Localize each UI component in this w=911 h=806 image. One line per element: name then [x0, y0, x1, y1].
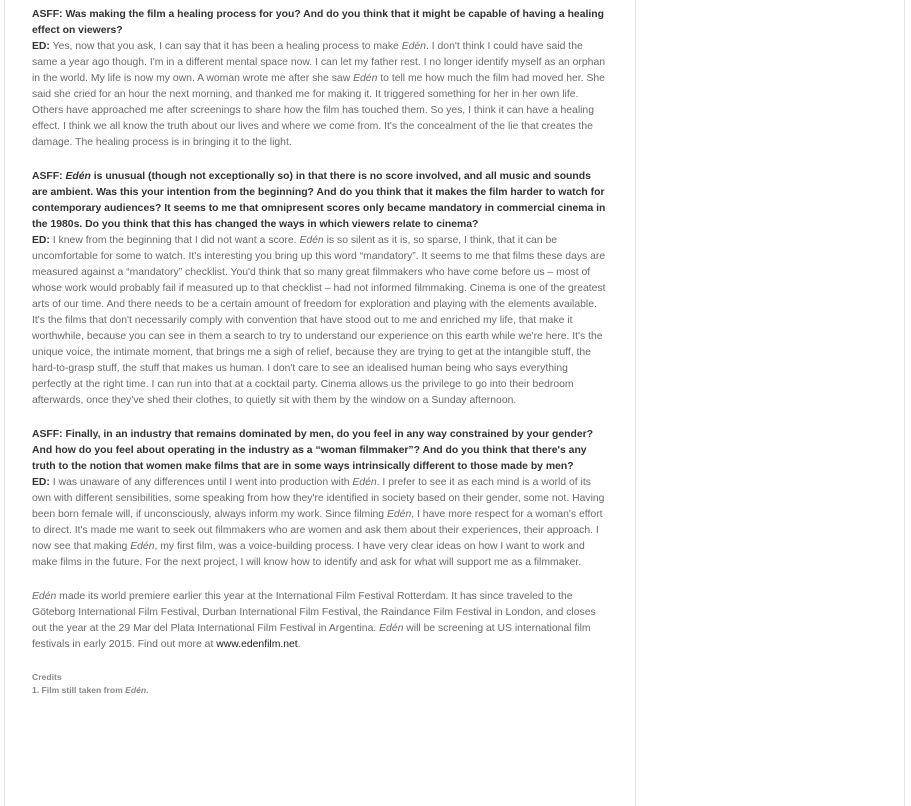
- qa-block-1: [32, 7, 607, 151]
- answer-3-speaker: ED:: [32, 477, 50, 488]
- article-body: [32, 7, 607, 696]
- question-3-speaker: ASFF:: [32, 429, 63, 440]
- answer-2: [32, 233, 607, 409]
- answer-1-film-title-b: Edén: [353, 73, 378, 84]
- festival-note-text: [32, 589, 607, 653]
- answer-2-film-title: Edén: [299, 235, 324, 246]
- answer-2-text-a: I knew from the beginning that I did not want a score.: [52, 235, 297, 246]
- festival-note-text-b: will be screening at US international film festivals in early 2015. Find out more at: [32, 623, 591, 650]
- question-2-speaker: ASFF:: [32, 171, 63, 182]
- answer-1-text-b: . I don't think I could have said the same a year ago though. I'm in a different mental space now. I can let my father rest. I no longer identify myself as an orphan in the world. My life is now my own. A woman wrote me after she saw: [32, 41, 606, 84]
- question-3-text: Finally, in an industry that remains dominated by men, do you feel in any way constrained by your gender? And how do you feel about operating in the industry as a “woman filmmaker”? And do you think that there's any truth to the notion that women make films that are in some ways intrinsically different to those made by men?: [32, 429, 594, 472]
- question-2-film-title: Edén: [65, 171, 91, 182]
- festival-note: [32, 589, 607, 653]
- answer-3-text-c: , I have more respect for a woman's effort to direct. It's made me want to seek out filmmakers who are women and ask them about their experiences, their approach. I now see that making: [32, 509, 603, 552]
- answer-3-text-a: I was unaware of any differences until I went into production with: [52, 477, 350, 488]
- answer-3-text-b: . I prefer to see it as each mind is a world of its own with different sensibilities, some speaking from how they're identified in society based on their gender, some not. Having been born female will, if unconsciously, always inform my work. Since filming: [32, 477, 605, 520]
- credits-item-film-title: Edén: [125, 684, 147, 695]
- question-2: [32, 169, 607, 233]
- answer-2-text-b: is so silent as it is, so sparse, I think, that it can be uncomfortable for some to watch. It's interesting you bring up this word “mandatory”. It seems to me that films these days are measured against a “mandatory” checklist. You'd think that so many great filmmakers who have come before us – most of whose work would probably fail if measured up to that checklist – had not informed filmmaking. Cinema is one of the greatest arts of our time. And there needs to be a certain amount of freedom for exploration and playing with the elements available. It's the films that don't necessarily comply with convention that have stood out to me and enriched my life, that make it worthwhile, because you can see in them a search to try to understand our experience on this earth while we're here. It's the unique voice, the intimate moment, that brings me a sigh of relief, because they are trying to get at the intangible stuff, the hard-to-grasp stuff, the stuff that makes us human. I don't care to see an idealised human being who says everything perfectly at the right time. I can run into that at a cocktail party. Cinema allows us the privilege to go into their bedroom afterwards, once they've shed their clothes, to quietly sit with them by the window on a Sunday afternoon.: [32, 235, 606, 406]
- qa-block-2: [32, 169, 607, 409]
- credits-section: [32, 671, 607, 696]
- sidebar-divider: [635, 0, 636, 806]
- answer-3-film-title-c: Edén: [130, 541, 155, 552]
- answer-1-text-a: Yes, now that you ask, I can say that it has been a healing process to make: [52, 41, 399, 52]
- answer-3: [32, 475, 607, 571]
- question-1: [32, 7, 607, 39]
- credits-item-text: 1. Film still taken from: [32, 684, 123, 695]
- answer-3-film-title-b: Edén: [386, 509, 412, 520]
- festival-note-text-a: made its world premiere earlier this year at the International Film Festival Rotterdam. It has since traveled to the Göteborg International Film Festival, Durban International Film Festival, the Raindance Film Festival in London, and closes out the year at the 29 Mar del Plata International Film Festival in Argentina.: [32, 591, 596, 634]
- website-link[interactable]: www.edenfilm.net: [216, 639, 298, 650]
- question-2-text: is unusual (though not exceptionally so) in that there is no score involved, and all music and sounds are ambient. Was this your intention from the beginning? And do you think that it makes the film harder to watch for contemporary audiences? It seems to me that omnipresent scores only became mandatory in commercial cinema in the 1980s. Do you think that this has changed the ways in which viewers relate to cinema?: [32, 171, 606, 230]
- question-1-speaker: ASFF:: [32, 9, 63, 20]
- credits-item-suffix: .: [146, 684, 149, 695]
- answer-1-text-c: to tell me how much the film had moved her. She said she cried for an hour the next morning, and thanked me for making it. It triggered something for her in her own life. Others have approached me after screenings to share how the film has touched them. So yes, I think it can have a healing effect. I think we all know the truth about our lives and where we come from. It's the concealment of the lie that creates the damage. The healing process is in bringing it to the light.: [32, 73, 605, 148]
- festival-note-text-c: .: [297, 639, 301, 650]
- credits-heading: Credits: [32, 672, 62, 682]
- credits-item: [32, 684, 607, 697]
- qa-block-3: [32, 427, 607, 571]
- question-1-text: Was making the film a healing process for you? And do you think that it might be capable of having a healing effect on viewers?: [32, 9, 604, 36]
- answer-2-speaker: ED:: [32, 235, 50, 246]
- festival-note-film-title-a: Edén: [32, 591, 57, 602]
- festival-note-film-title-b: Edén: [379, 623, 404, 634]
- answer-3-text-d: , my first film, was a voice-building process. I have very clear ideas on how I want to work and make films in the future. For the next project, I will know how to identify and ask for what will support me as a filmmaker.: [32, 541, 585, 568]
- answer-1-speaker: ED:: [32, 41, 50, 52]
- answer-1: [32, 39, 607, 151]
- question-3: [32, 427, 607, 475]
- answer-1-film-title-a: Edén: [401, 41, 426, 52]
- answer-3-film-title-a: Edén: [352, 477, 377, 488]
